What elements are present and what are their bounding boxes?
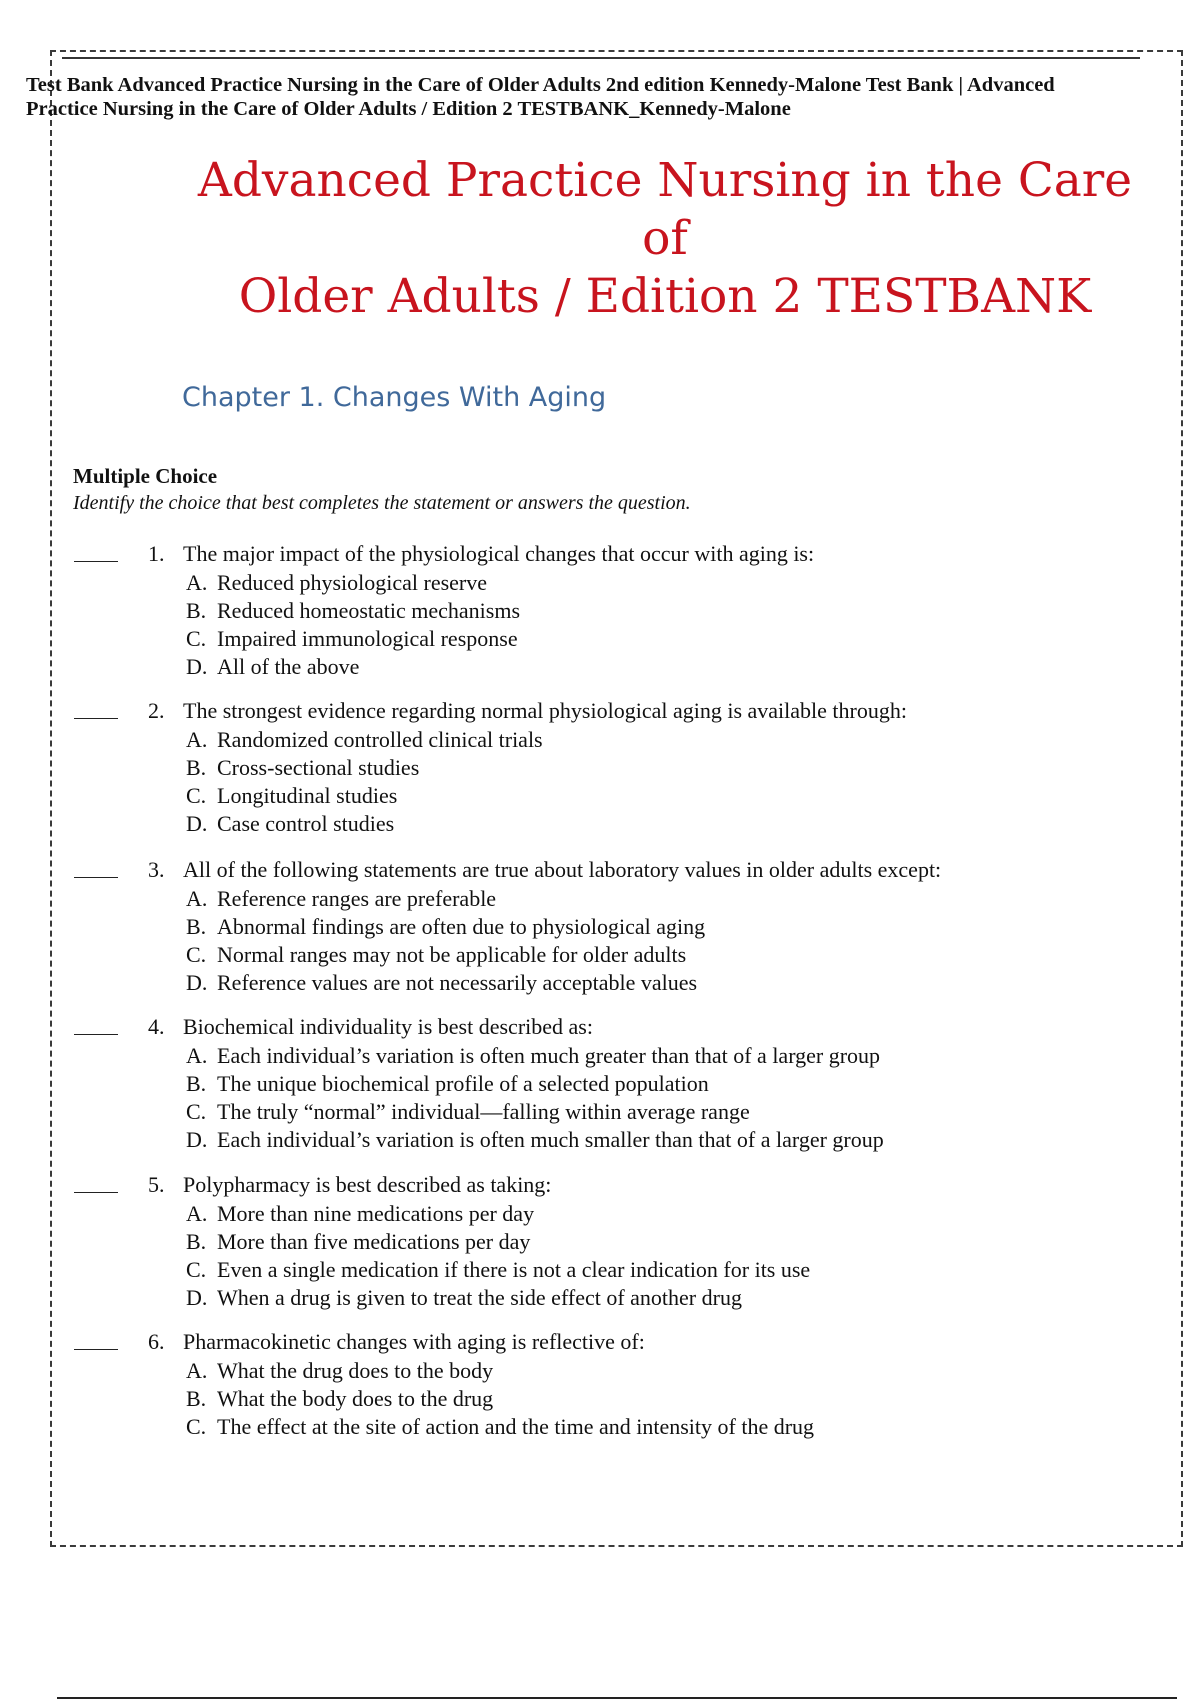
option-c: C. Even a single medication if there is not a clear indication for its use bbox=[186, 1257, 811, 1282]
section-heading: Multiple Choice bbox=[73, 464, 218, 488]
option-b: B. Abnormal findings are often due to physiological aging bbox=[186, 914, 706, 939]
option-b: B. Cross-sectional studies bbox=[186, 755, 420, 780]
question-number: 4. bbox=[148, 1014, 165, 1039]
footer-rule bbox=[57, 1697, 1177, 1699]
option-list bbox=[186, 885, 705, 997]
document-header bbox=[26, 73, 1166, 121]
question-text: Biochemical individuality is best described as: bbox=[183, 1014, 593, 1039]
question-number: 5. bbox=[148, 1172, 165, 1197]
answer-blank[interactable] bbox=[74, 561, 118, 562]
question-text: Polypharmacy is best described as taking: bbox=[183, 1172, 552, 1197]
option-c: C. The effect at the site of action and the time and intensity of the drug bbox=[186, 1414, 815, 1439]
main-title-line-1: Advanced Practice Nursing in the Care of bbox=[197, 153, 1133, 266]
option-list bbox=[186, 1042, 884, 1154]
answer-blank[interactable] bbox=[74, 877, 118, 878]
option-a: A. What the drug does to the body bbox=[186, 1358, 494, 1383]
option-list bbox=[186, 1357, 814, 1441]
main-title bbox=[180, 152, 1150, 326]
section-instruction: Identify the choice that best completes the statement or answers the question. bbox=[73, 492, 691, 514]
header-line-1: Test Bank Advanced Practice Nursing in the Care of Older Adults 2nd edition Kennedy-Malone Test Bank | Advanced bbox=[26, 74, 1055, 96]
option-b: B. More than five medications per day bbox=[186, 1229, 531, 1254]
question-text: Pharmacokinetic changes with aging is reflective of: bbox=[183, 1329, 645, 1354]
question-number: 2. bbox=[148, 698, 165, 723]
option-a: A. More than nine medications per day bbox=[186, 1201, 535, 1226]
option-a: A. Randomized controlled clinical trials bbox=[186, 727, 543, 752]
option-c: C. Normal ranges may not be applicable for older adults bbox=[186, 942, 687, 967]
option-a: A. Reduced physiological reserve bbox=[186, 570, 488, 595]
option-b: B. What the body does to the drug bbox=[186, 1386, 494, 1411]
answer-blank[interactable] bbox=[74, 1192, 118, 1193]
question-text: All of the following statements are true about laboratory values in older adults except: bbox=[183, 857, 942, 882]
option-a: A. Each individual’s variation is often much greater than that of a larger group bbox=[186, 1043, 881, 1068]
option-list bbox=[186, 726, 543, 838]
answer-blank[interactable] bbox=[74, 1034, 118, 1035]
answer-blank[interactable] bbox=[74, 718, 118, 719]
option-d: D. Each individual’s variation is often much smaller than that of a larger group bbox=[186, 1127, 884, 1152]
header-line-2: Practice Nursing in the Care of Older Adults / Edition 2 TESTBANK_Kennedy-Malone bbox=[26, 98, 791, 120]
question-text: The major impact of the physiological changes that occur with aging is: bbox=[183, 541, 815, 566]
header-rule bbox=[62, 57, 1140, 59]
option-c: C. Impaired immunological response bbox=[186, 626, 518, 651]
option-list bbox=[186, 569, 520, 681]
answer-blank[interactable] bbox=[74, 1349, 118, 1350]
option-d: D. Case control studies bbox=[186, 811, 395, 836]
option-d: D. All of the above bbox=[186, 654, 360, 679]
option-list bbox=[186, 1200, 810, 1312]
option-a: A. Reference ranges are preferable bbox=[186, 886, 497, 911]
chapter-title: Chapter 1. Changes With Aging bbox=[182, 382, 607, 413]
option-c: C. The truly “normal” individual—falling within average range bbox=[186, 1099, 750, 1124]
question-number: 3. bbox=[148, 857, 165, 882]
option-b: B. The unique biochemical profile of a selected population bbox=[186, 1071, 709, 1096]
option-d: D. When a drug is given to treat the side effect of another drug bbox=[186, 1285, 742, 1310]
option-d: D. Reference values are not necessarily acceptable values bbox=[186, 970, 698, 995]
question-number: 1. bbox=[148, 541, 165, 566]
question-number: 6. bbox=[148, 1329, 165, 1354]
option-c: C. Longitudinal studies bbox=[186, 783, 398, 808]
main-title-line-2: Older Adults / Edition 2 TESTBANK bbox=[238, 269, 1092, 324]
question-text: The strongest evidence regarding normal physiological aging is available through: bbox=[183, 698, 907, 723]
option-b: B. Reduced homeostatic mechanisms bbox=[186, 598, 521, 623]
